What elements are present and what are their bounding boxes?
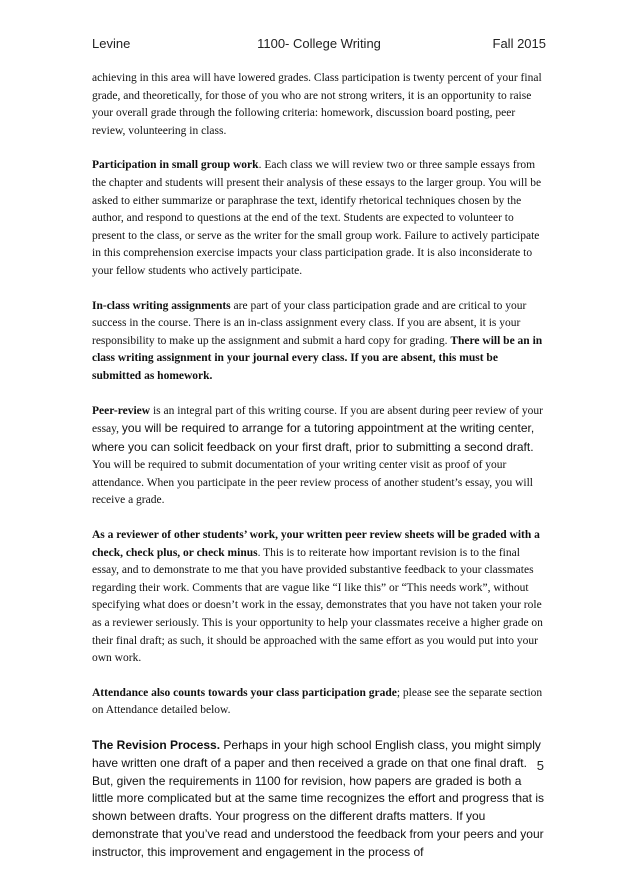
paragraph-heading: Attendance also counts towards your class participation grade: [92, 686, 397, 699]
paragraph-text: Perhaps in your high school English class, you might simply have written one draft of a paper and then received a grade on that one final draft. But, given the requirements in 1100 for revision, how papers are graded is both a little more complicated but at the same time recognizes the effort and progress that is shown between drafts. Your progress on the different drafts matters. If you demonstrate that you’ve read and understood the feedback from your peers and your instructor, this improvement and engagement in the process of: [92, 738, 545, 859]
paragraph-heading: Participation in small group work: [92, 159, 259, 172]
paragraph-text: are part of your class participation grade and are critical to your success in the course. There is an in-class assignment every class. If you are absent, it is your responsibility to make up the assignment and submit a hard copy for grading.: [92, 299, 527, 347]
document-body: [92, 70, 546, 879]
paragraph-heading: Peer-review: [92, 404, 151, 417]
page-header: [92, 36, 546, 54]
paragraph-text: . This is to reiterate how important revision is to the final essay, and to demonstrate to me that you have provided substantive feedback to your classmates regarding their work. Comments that are vague like “I like this” or “This needs work”, without specifying what does or doesn’t work in the essay, demonstrates that you have not taken your role as a reviewer seriously. This is your opportunity to help your classmates receive a higher grade on their final draft; as such, it should be approached with the same effort as you would put into your own work.: [92, 546, 543, 665]
paragraph-text: ; please see the separate section on Attendance detailed below.: [92, 686, 543, 717]
paragraph-in-class-writing: [92, 298, 546, 386]
paragraph-text: . Each class we will review two or three sample essays from the chapter and students will present their analysis of these essays to the larger group. You will be asked to either summarize or paraphrase the text, identify rhetorical techniques chosen by the author, and respond to questions at the end of the text. Students are expected to volunteer to present to the class, or serve as the writer for the small group work. Failure to actively participate in this comprehension exercise impacts your class participation grade. It is also inconsiderate to your fellow students who actively participate.: [92, 159, 542, 277]
paragraph-text: achieving in this area will have lowered grades. Class participation is twenty percent of your final grade, and theoretically, for those of you who are not strong writers, it is an opportunity to raise your overall grade through the following criteria: homework, discussion board posting, peer review, volunteering in class.: [92, 72, 542, 137]
paragraph-heading: The Revision Process.: [92, 738, 221, 752]
header-term: Fall 2015: [492, 36, 546, 51]
paragraph-peer-review: [92, 403, 546, 511]
paragraph-revision-process: [92, 737, 546, 862]
header-author: Levine: [92, 36, 131, 51]
paragraph-heading: In-class writing assignments: [92, 299, 231, 312]
header-course: 1100- College Writing: [257, 36, 381, 51]
paragraph-text-tutoring: you will be required to arrange for a tutoring appointment at the writing center, where you can solicit feedback on your first draft, prior to submitting a second draft.: [92, 421, 535, 454]
page-number: 5: [536, 758, 544, 773]
paragraph-attendance: [92, 685, 546, 720]
paragraph-heading: As a reviewer of other students’ work, your written peer review sheets will be graded with a check, check plus, or check minus: [92, 529, 540, 559]
paragraph-text: You will be required to submit documentation of your writing center visit as proof of your attendance. When you participate in the peer review process of another student’s essay, you will receive a grade.: [92, 459, 534, 507]
paragraph-small-group-work: [92, 157, 546, 280]
paragraph-reviewer-grading: [92, 527, 546, 668]
paragraph-text: is an integral part of this writing course. If you are absent during peer review of your essay,: [92, 404, 543, 436]
paragraph-participation-intro: [92, 70, 546, 140]
paragraph-emphasis: There will be an in class writing assignment in your journal every class. If you are absent, this must be submitted as homework.: [92, 334, 543, 382]
